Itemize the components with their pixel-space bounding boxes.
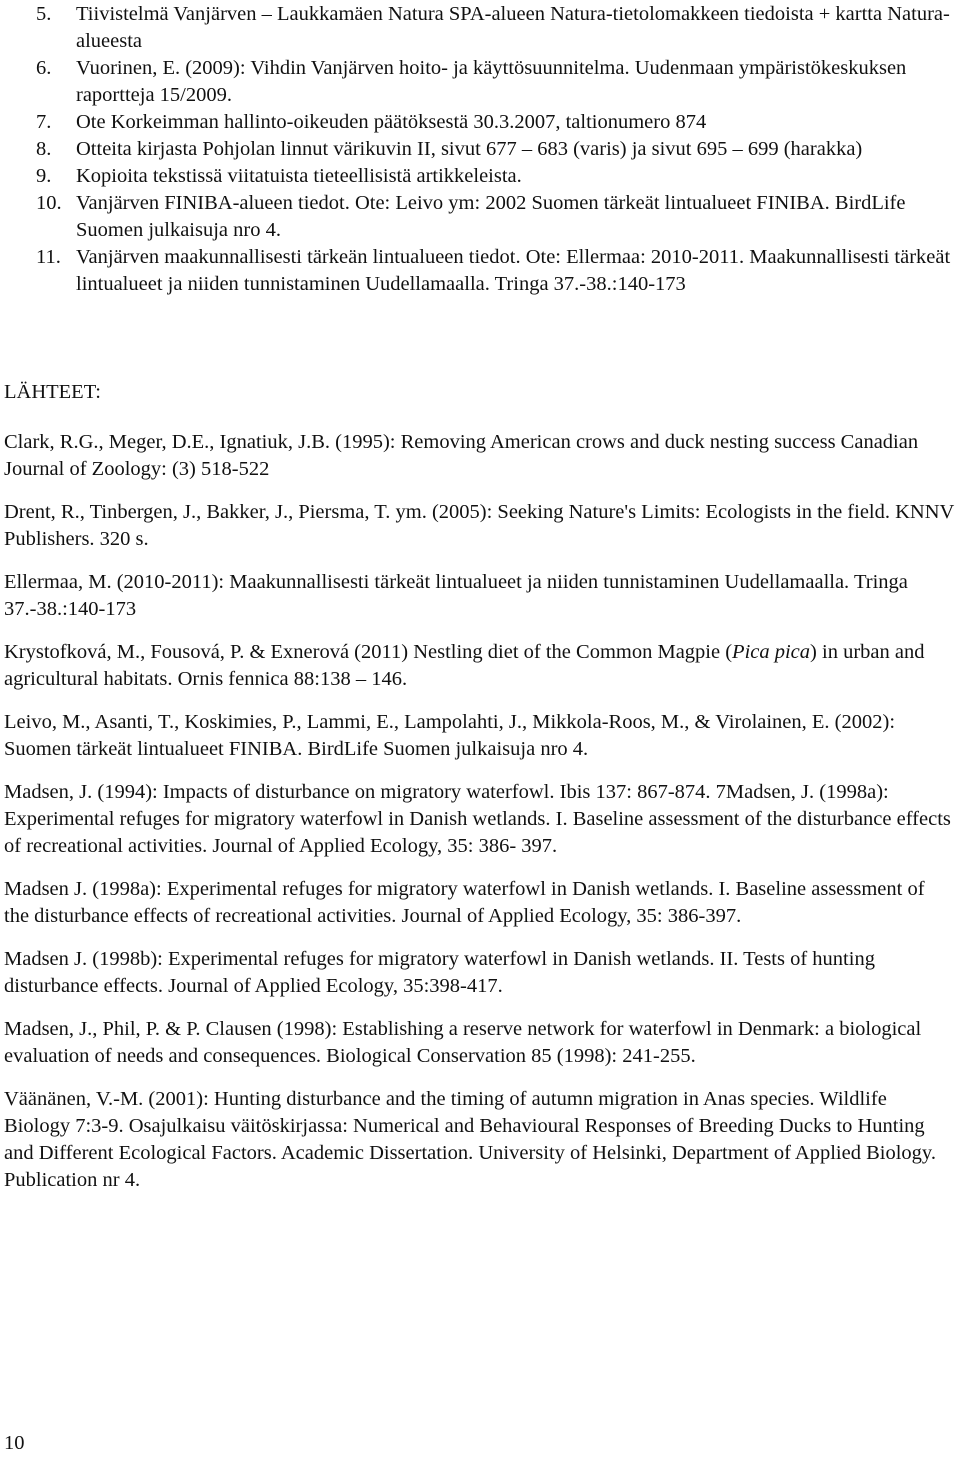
reference-entry: Drent, R., Tinbergen, J., Bakker, J., Piersma, T. ym. (2005): Seeking Nature's Limits: Ecologists in the field. KNNV Publishers. 320 s. [4, 501, 954, 550]
list-item-text: Vanjärven FINIBA-alueen tiedot. Ote: Leivo ym: 2002 Suomen tärkeät lintualueet FINIBA. BirdLife Suomen julkaisuja nro 4. [76, 192, 906, 241]
list-item-number: 8. [36, 138, 52, 160]
reference-entry: Madsen, J. (1994): Impacts of disturbance on migratory waterfowl. Ibis 137: 867-874. 7Madsen, J. (1998a): Experimental refuges for migratory waterfowl in Danish wetlands. I. Baseline assessment of the disturbance effects of recreational activities. Journal of Applied Ecology, 35: 386- 397. [4, 781, 951, 857]
list-item-number: 6. [36, 57, 52, 79]
list-item-number: 5. [36, 3, 52, 25]
list-item-number: 11. [36, 246, 61, 268]
list-item-number: 7. [36, 111, 52, 133]
appendix-list [0, 1, 960, 298]
list-item [0, 136, 960, 163]
reference-entry: Clark, R.G., Meger, D.E., Ignatiuk, J.B. (1995): Removing American crows and duck nesting success Canadian Journal of Zoology: (3) 518-522 [4, 431, 919, 480]
list-item [0, 1, 960, 55]
page-number: 10 [4, 1432, 25, 1454]
species-name-italic: Pica pica [732, 641, 811, 663]
reference-entry: Väänänen, V.-M. (2001): Hunting disturbance and the timing of autumn migration in Anas species. Wildlife Biology 7:3-9. Osajulkaisu väitöskirjassa: Numerical and Behavioural Responses of Breeding Ducks to Hunting and Different Ecological Factors. Academic Dissertation. University of Helsinki, Department of Applied Biology. Publication nr 4. [4, 1088, 936, 1191]
list-item-text: Tiivistelmä Vanjärven – Laukkamäen Natura SPA-alueen Natura-tietolomakkeen tiedoista + kartta Natura-alueesta [76, 3, 950, 52]
list-item [0, 244, 960, 298]
list-item-text: Vuorinen, E. (2009): Vihdin Vanjärven hoito- ja käyttösuunnitelma. Uudenmaan ympäristökeskuksen raportteja 15/2009. [76, 57, 907, 106]
list-item [0, 109, 960, 136]
references-heading: LÄHTEET: [4, 381, 101, 403]
list-item-text: Ote Korkeimman hallinto-oikeuden päätöksestä 30.3.2007, taltionumero 874 [76, 111, 707, 133]
list-item [0, 55, 960, 109]
list-item [0, 190, 960, 244]
list-item-text: Vanjärven maakunnallisesti tärkeän lintualueen tiedot. Ote: Ellermaa: 2010-2011. Maakunnallisesti tärkeät lintualueet ja niiden tunnistaminen Uudellamaalla. Tringa 37.-38.:140-173 [76, 246, 951, 295]
reference-entry: Krystofková, M., Fousová, P. & Exnerová (2011) Nestling diet of the Common Magpie (Pica pica) in urban and agricultural habitats. Ornis fennica 88:138 – 146. [4, 641, 925, 690]
list-item [0, 163, 960, 190]
list-item-number: 9. [36, 165, 52, 187]
list-item-text: Kopioita tekstissä viitatuista tieteellisistä artikkeleista. [76, 165, 522, 187]
reference-entry: Ellermaa, M. (2010-2011): Maakunnallisesti tärkeät lintualueet ja niiden tunnistaminen Uudellamaalla. Tringa 37.-38.:140-173 [4, 571, 908, 620]
list-item-number: 10. [36, 192, 62, 214]
reference-entry: Madsen, J., Phil, P. & P. Clausen (1998): Establishing a reserve network for waterfowl in Denmark: a biological evaluation of needs and consequences. Biological Conservation 85 (1998): 241-255. [4, 1018, 922, 1067]
list-item-text: Otteita kirjasta Pohjolan linnut värikuvin II, sivut 677 – 683 (varis) ja sivut 695 – 699 (harakka) [76, 138, 863, 160]
references-list [4, 429, 954, 1210]
reference-entry: Leivo, M., Asanti, T., Koskimies, P., Lammi, E., Lampolahti, J., Mikkola-Roos, M., & Virolainen, E. (2002): Suomen tärkeät lintualueet FINIBA. BirdLife Suomen julkaisuja nro 4. [4, 711, 896, 760]
reference-entry: Madsen J. (1998a): Experimental refuges for migratory waterfowl in Danish wetlands. I. Baseline assessment of the disturbance effects of recreational activities. Journal of Applied Ecology, 35: 386-397. [4, 878, 925, 927]
reference-entry: Madsen J. (1998b): Experimental refuges for migratory waterfowl in Danish wetlands. II. Tests of hunting disturbance effects. Journal of Applied Ecology, 35:398-417. [4, 948, 875, 997]
